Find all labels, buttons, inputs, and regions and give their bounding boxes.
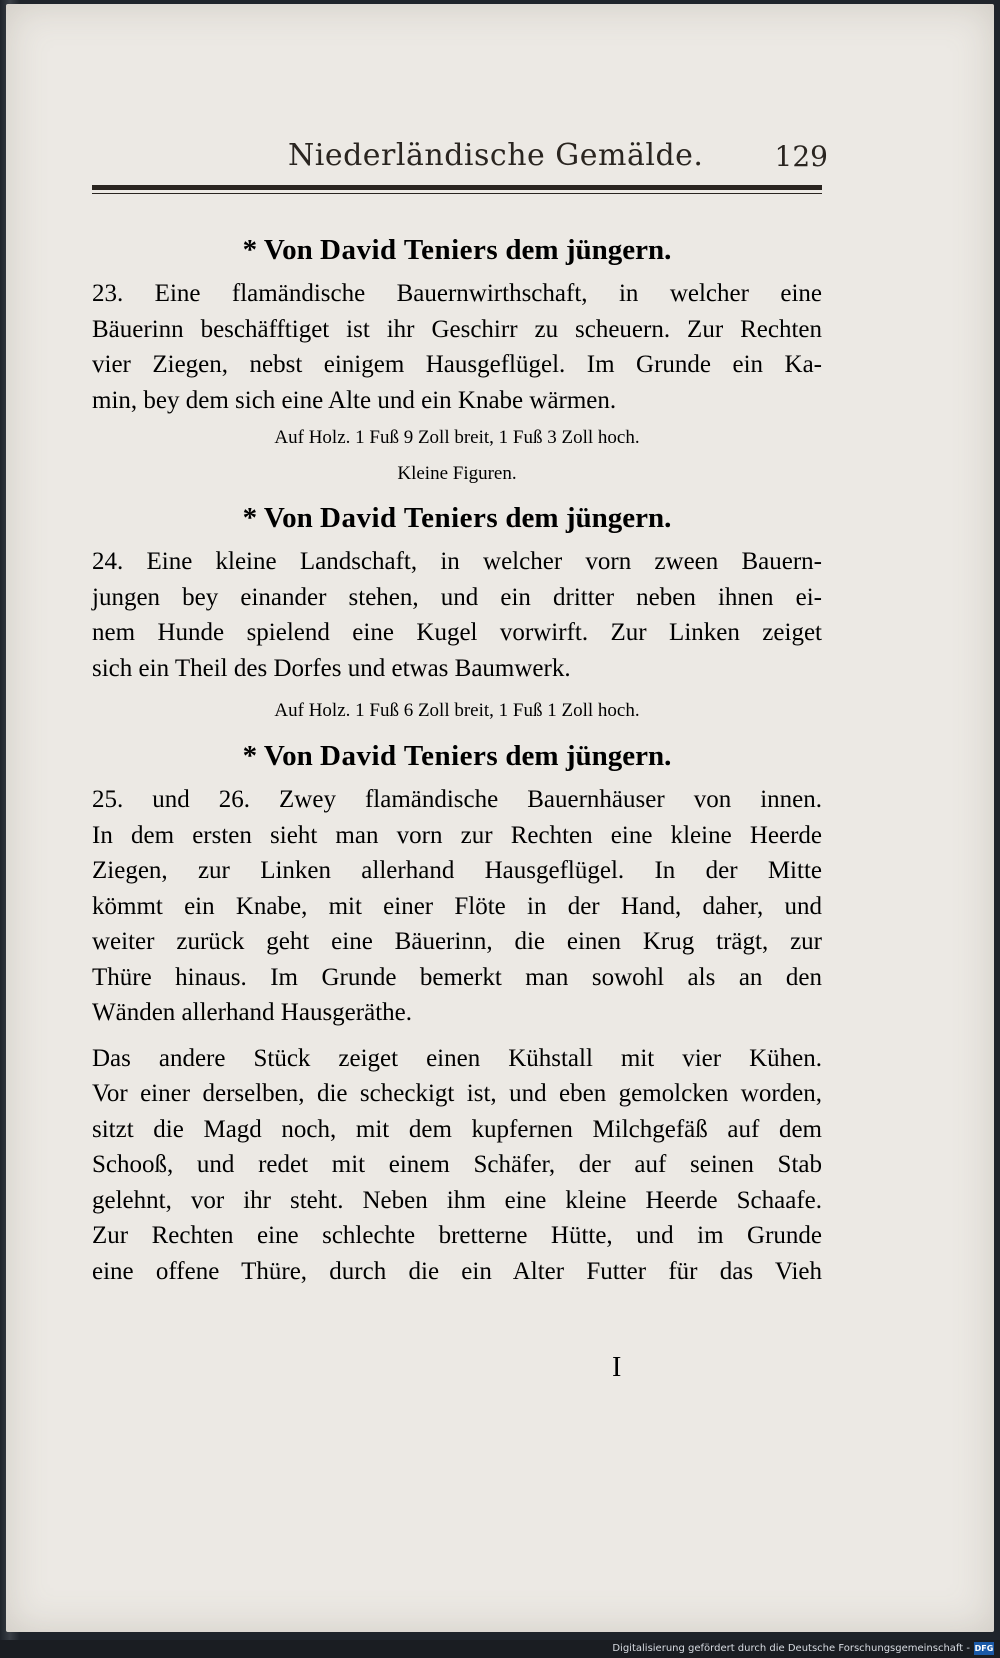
funding-credit: Digitalisierung gefördert durch die Deutsche Forschungsgemeinschaft - xyxy=(612,1643,970,1654)
dimensions-note: Auf Holz. 1 Fuß 6 Zoll breit, 1 Fuß 1 Zoll hoch. xyxy=(274,700,640,721)
catalogue-entry: 24. Eine kleine Landschaft, in welcher vorn zween Bauern- jungen bey einander stehen, und ein dritter neben ihnen ei- nem Hunde spielend eine Kugel vorwirft. Zur Linken zeiget sich ein Theil des Dorfes und etwas Baumwerk. xyxy=(92,548,822,682)
section-heading: * Von David Teniers dem jüngern. xyxy=(242,740,672,772)
artist-name: David Teniers xyxy=(320,502,499,534)
catchword: I xyxy=(612,1352,622,1383)
artist-name: David Teniers xyxy=(320,740,499,772)
header-rule-thin xyxy=(92,193,822,194)
catalogue-entry: 23. Eine flamändische Bauernwirthschaft, in welcher eine Bäuerinn beschäfftiget ist ihr Geschirr zu scheuern. Zur Rechten vier Ziegen, nebst einigem Hausgeflügel. Im Grunde ein Ka- min, bey dem sich eine Alte und ein Knabe wärmen. xyxy=(92,280,822,414)
header-rule xyxy=(92,185,822,190)
dfg-logo: DFG xyxy=(974,1644,994,1653)
dimensions-note: Auf Holz. 1 Fuß 9 Zoll breit, 1 Fuß 3 Zoll hoch. Kleine Figuren. xyxy=(274,427,640,484)
section-heading: * Von David Teniers dem jüngern. xyxy=(242,502,672,534)
section-heading: * Von David Teniers dem jüngern. xyxy=(242,234,672,266)
page-body xyxy=(92,228,822,1289)
running-header xyxy=(98,134,828,184)
page-number: 129 xyxy=(774,140,828,173)
continuation-paragraph: Das andere Stück zeiget einen Kühstall mit vier Kühen. Vor einer derselben, die scheckigt ist, und eben gemolcken worden, sitzt die Magd noch, mit dem kupfernen Milchgefäß auf dem Schooß, und redet mit einem Schäfer, der auf seinen Stab gelehnt, vor ihr steht. Neben ihm eine kleine Heerde Schaafe. Zur Rechten eine schlechte bretterne Hütte, und im Grunde eine offene Thüre, durch die ein Alter Futter für das Vieh xyxy=(92,1044,822,1285)
running-title: Niederländische Gemälde. xyxy=(288,138,704,173)
artist-name: David Teniers xyxy=(320,234,499,266)
catalogue-entry: 25. und 26. Zwey flamändische Bauernhäuser von innen. In dem ersten sieht man vorn zur Rechten eine kleine Heerde Ziegen, zur Linken allerhand Hausgeflügel. In der Mitte kömmt ein Knabe, mit einer Flöte in der Hand, daher, und weiter zurück geht eine Bäuerinn, die einen Krug trägt, zur Thüre hinaus. Im Grunde bemerkt man sowohl als an den Wänden allerhand Hausgeräthe. xyxy=(92,786,822,1026)
